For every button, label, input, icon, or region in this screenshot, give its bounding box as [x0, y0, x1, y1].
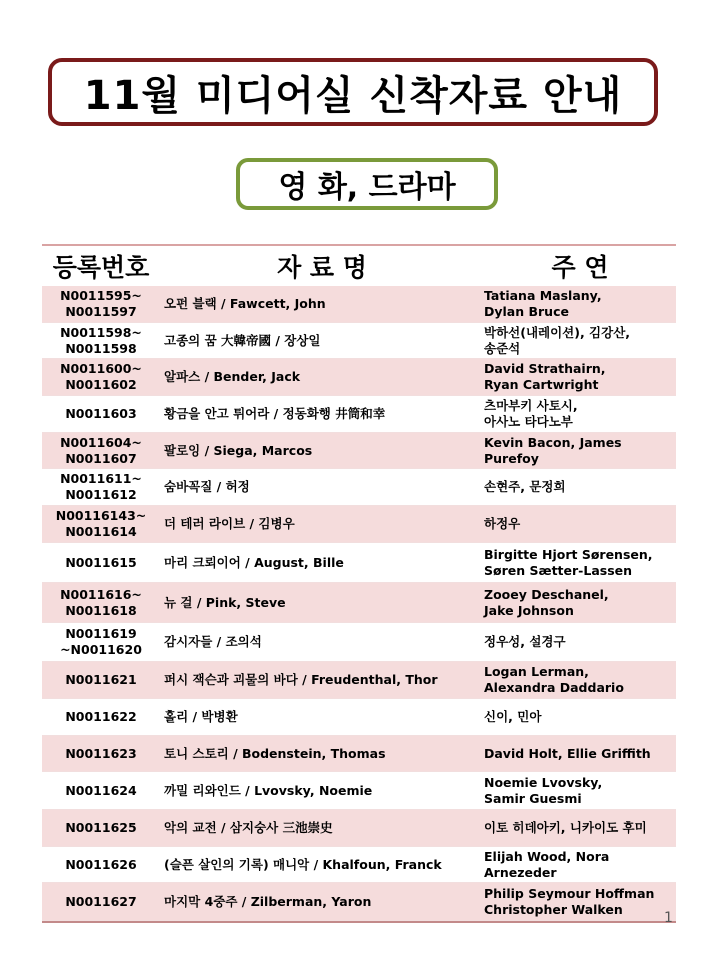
- cell-id: N0011595~ N0011597: [60, 288, 142, 319]
- cell-cast: 정우성, 설경구: [484, 634, 566, 649]
- media-table: [42, 244, 676, 923]
- cell-cast: Logan Lerman, Alexandra Daddario: [484, 664, 624, 695]
- cell-title: 황금을 안고 튀어라 / 정동화행 井筒和幸: [164, 406, 386, 421]
- table-row: [42, 772, 676, 810]
- cell-cast: Noemie Lvovsky, Samir Guesmi: [484, 774, 603, 806]
- cell-cast: Elijah Wood, Nora Arnezeder: [484, 848, 610, 880]
- cell-cast: 이토 히데아키, 니카이도 후미: [484, 820, 647, 835]
- page-number: 1: [664, 910, 673, 926]
- cell-id: N0011600~ N0011602: [60, 361, 142, 392]
- table-row: [42, 469, 676, 506]
- cell-title: 퍼시 잭슨과 괴물의 바다 / Freudenthal, Thor: [164, 672, 438, 687]
- page-title: 11월 미디어실 신착자료 안내: [48, 58, 658, 126]
- cell-title: 토니 스토리 / Bodenstein, Thomas: [164, 745, 386, 761]
- cell-cast: Kevin Bacon, James Purefoy: [484, 434, 622, 466]
- cell-id: N0011598~ N0011598: [60, 324, 142, 356]
- table-row: [42, 847, 676, 883]
- cell-cast: Philip Seymour Hoffman Christopher Walken: [484, 885, 655, 917]
- cell-title: 숨바꼭질 / 허정: [164, 479, 250, 494]
- cell-cast: 손현주, 문정희: [484, 479, 566, 494]
- table-row: [42, 396, 676, 433]
- cell-id: N0011611~ N0011612: [60, 471, 142, 502]
- cell-cast: David Holt, Ellie Griffith: [484, 745, 651, 761]
- cell-cast: Tatiana Maslany, Dylan Bruce: [484, 288, 602, 319]
- cell-cast: 하정우: [484, 516, 521, 531]
- cell-title: 더 테러 라이브 / 김병우: [164, 516, 295, 531]
- table-row: [42, 662, 676, 699]
- table-row: [42, 810, 676, 847]
- cell-id: N0011624: [65, 782, 137, 798]
- cell-id: N0011622: [65, 709, 137, 724]
- cell-title: 까밀 리와인드 / Lvovsky, Noemie: [164, 782, 373, 798]
- cell-cast: Birgitte Hjort Sørensen, Søren Sætter-Lassen: [484, 546, 653, 578]
- cell-title: 악의 교전 / 삼지숭사 三池崇史: [164, 820, 333, 835]
- cell-cast: 신이, 민아: [484, 709, 542, 724]
- cell-id: N0011623: [65, 745, 137, 761]
- cell-id: N0011616~ N0011618: [60, 586, 142, 618]
- header-id: 등록번호: [52, 253, 150, 282]
- cell-id: N0011627: [65, 893, 137, 909]
- table-header: [42, 246, 676, 286]
- cell-title: 마리 크뢰이어 / August, Bille: [164, 554, 344, 570]
- cell-id: N0011625: [65, 820, 137, 835]
- cell-title: (슬픈 살인의 기록) 매니악 / Khalfoun, Franck: [164, 856, 442, 872]
- cell-id: N0011626: [65, 856, 137, 872]
- table-row: [42, 583, 676, 623]
- cell-id: N0011621: [65, 672, 137, 687]
- table-bottom-rule: [42, 921, 676, 923]
- cell-cast: David Strathairn, Ryan Cartwright: [484, 361, 606, 392]
- cell-title: 팔로잉 / Siega, Marcos: [164, 442, 313, 458]
- cell-cast: 박하선(내레이션), 김강산, 송준석: [484, 324, 631, 356]
- cell-id: N0011619 ~N0011620: [60, 626, 142, 657]
- cell-id: N0011604~ N0011607: [60, 434, 142, 466]
- table-row: [42, 699, 676, 736]
- table-row: [42, 359, 676, 396]
- cell-cast: 츠마부키 사토시, 아사노 타다노부: [484, 398, 578, 429]
- table-row: [42, 736, 676, 772]
- table-row: [42, 623, 676, 662]
- header-title: 자 료 명: [277, 253, 367, 282]
- table-body: [42, 286, 676, 921]
- table-row: [42, 543, 676, 583]
- table-row: [42, 433, 676, 469]
- cell-title: 알파스 / Bender, Jack: [164, 369, 301, 384]
- cell-title: 마지막 4중주 / Zilberman, Yaron: [164, 893, 372, 909]
- cell-title: 오펀 블랙 / Fawcett, John: [164, 296, 326, 311]
- cell-title: 뉴 걸 / Pink, Steve: [164, 594, 286, 610]
- cell-id: N0011615: [65, 554, 137, 570]
- cell-id: N0011603: [65, 406, 137, 421]
- cell-id: N00116143~ N0011614: [55, 508, 147, 539]
- section-title: 영 화, 드라마: [236, 158, 498, 210]
- cell-cast: Zooey Deschanel, Jake Johnson: [484, 586, 609, 618]
- cell-title: 고종의 꿈 大韓帝國 / 장상일: [164, 332, 321, 348]
- cell-title: 홀리 / 박병환: [164, 709, 238, 724]
- table-row: [42, 323, 676, 359]
- table-row: [42, 506, 676, 543]
- header-cast: 주 연: [551, 253, 609, 282]
- table-row: [42, 883, 676, 921]
- table-row: [42, 286, 676, 323]
- cell-title: 감시자들 / 조의석: [164, 634, 262, 649]
